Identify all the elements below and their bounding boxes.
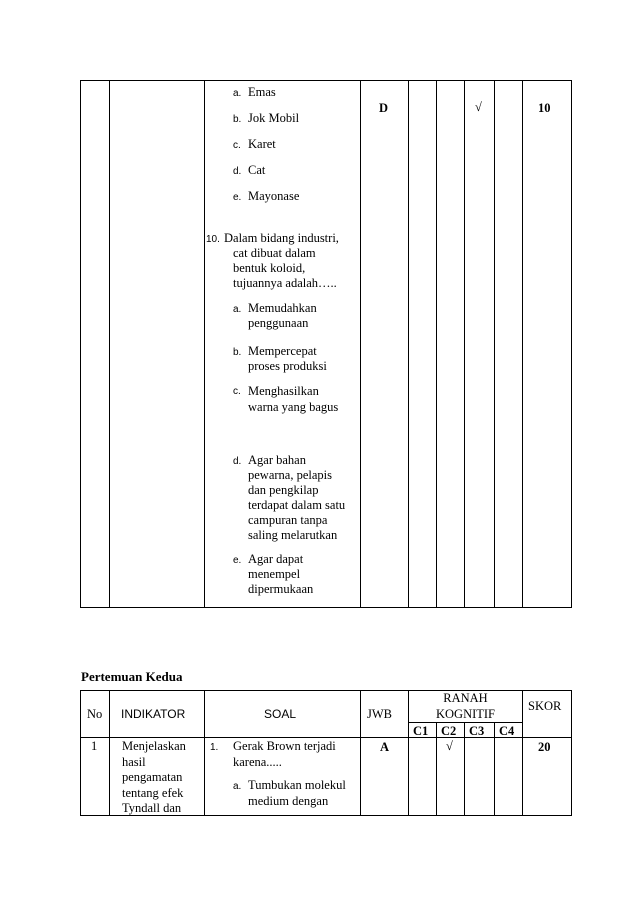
indikator-line: Menjelaskan <box>122 739 186 753</box>
option-letter: e. <box>233 555 242 566</box>
option-letter: c. <box>233 140 241 151</box>
question-line: Dalam bidang industri, <box>224 231 339 245</box>
header-ranah-line: KOGNITIF <box>435 707 496 721</box>
header-c2: C2 <box>441 724 457 738</box>
question-number: 10. <box>206 234 220 245</box>
header-ranah-line: RANAH <box>443 691 488 705</box>
check-mark: √ <box>446 739 453 753</box>
indikator-line: tentang efek <box>122 785 184 800</box>
option-line: dipermukaan <box>248 582 314 596</box>
question-line: cat dibuat dalam <box>233 246 316 260</box>
option-letter: a. <box>233 304 242 315</box>
header-c1: C1 <box>413 724 429 738</box>
option-text <box>248 344 327 374</box>
table-1-col-border <box>80 80 81 608</box>
table-1-col-border <box>109 80 110 608</box>
option-line: menempel <box>248 567 301 581</box>
section-title: Pertemuan Kedua <box>81 669 183 684</box>
table-2-sub-col-border <box>436 722 437 816</box>
table-1-top-border <box>80 80 572 81</box>
header-ranah-kognitif <box>408 690 523 722</box>
header-soal: SOAL <box>264 707 297 721</box>
option-line: terdapat dalam satu <box>248 498 346 512</box>
option-line: warna yang bagus <box>248 400 339 414</box>
option-text: Cat <box>248 163 266 177</box>
table-2-col-border <box>109 690 110 816</box>
option-line: campuran tanpa <box>248 513 328 527</box>
table-1-col-border <box>494 80 495 608</box>
option-text: Karet <box>248 137 276 151</box>
option-letter: c. <box>233 386 241 397</box>
option-text: Mayonase <box>248 189 300 203</box>
table-2-col-border <box>204 690 205 816</box>
score-cell: 10 <box>538 101 551 115</box>
table-2-sub-col-border <box>464 722 465 816</box>
option-letter: d. <box>233 166 242 177</box>
check-mark: √ <box>475 100 482 114</box>
table-1-col-border <box>408 80 409 608</box>
indikator-line: pengamatan <box>122 770 183 784</box>
table-2-ranah-divider <box>408 722 523 723</box>
option-text <box>248 383 338 415</box>
option-line: proses produksi <box>248 359 327 373</box>
option-text: Jok Mobil <box>248 111 300 125</box>
option-line: Agar bahan <box>248 453 306 467</box>
table-2-col-border <box>360 690 361 816</box>
question-line: Gerak Brown terjadi <box>233 739 336 753</box>
question-line: tujuannya adalah….. <box>233 276 337 290</box>
indikator-cell <box>122 739 186 817</box>
answer-cell: A <box>380 740 390 754</box>
option-text: Emas <box>248 85 276 99</box>
option-line: Menghasilkan <box>248 384 319 398</box>
header-c3: C3 <box>469 724 485 738</box>
option-line: saling melarutkan <box>248 528 338 542</box>
header-skor: SKOR <box>528 699 562 713</box>
option-line: medium dengan <box>248 793 329 808</box>
table-2-sub-col-border <box>494 722 495 816</box>
table-1-col-border <box>204 80 205 608</box>
table-1-col-border <box>436 80 437 608</box>
table-2-col-border <box>80 690 81 816</box>
score-cell: 20 <box>538 740 551 754</box>
header-jwb: JWB <box>367 707 392 721</box>
question-text <box>233 739 336 770</box>
table-1-col-border <box>360 80 361 608</box>
option-line: penggunaan <box>248 316 309 330</box>
option-text <box>248 301 317 331</box>
option-line: Agar dapat <box>248 552 304 566</box>
indikator-line: hasil <box>122 754 146 769</box>
option-line: pewarna, pelapis <box>248 468 332 482</box>
option-letter: d. <box>233 456 242 467</box>
table-1-col-border <box>464 80 465 608</box>
question-line: bentuk koloid, <box>233 261 306 275</box>
option-line: Memudahkan <box>248 301 317 315</box>
option-letter: e. <box>233 192 242 203</box>
option-letter: b. <box>233 114 242 125</box>
option-text <box>248 552 313 597</box>
table-1-col-border <box>571 80 572 608</box>
option-letter: b. <box>233 347 242 358</box>
header-c4: C4 <box>499 724 515 738</box>
header-indikator: INDIKATOR <box>121 707 186 721</box>
question-number: 1. <box>210 742 219 753</box>
row-number: 1 <box>91 739 98 753</box>
option-letter: a. <box>233 88 242 99</box>
header-no: No <box>87 707 103 721</box>
option-letter: a. <box>233 781 242 792</box>
option-line: Tumbukan molekul <box>248 778 346 792</box>
question-line: karena..... <box>233 754 282 769</box>
indikator-line: Tyndall dan <box>122 801 182 815</box>
answer-cell: D <box>379 101 389 115</box>
option-line: dan pengkilap <box>248 483 319 497</box>
question-continuation <box>233 246 337 291</box>
table-2-col-border <box>571 690 572 816</box>
question-text <box>224 231 339 246</box>
table-1-bottom-border <box>80 607 572 608</box>
option-text <box>248 453 345 543</box>
option-text <box>248 778 346 809</box>
table-1-col-border <box>522 80 523 608</box>
option-line: Mempercepat <box>248 344 317 358</box>
